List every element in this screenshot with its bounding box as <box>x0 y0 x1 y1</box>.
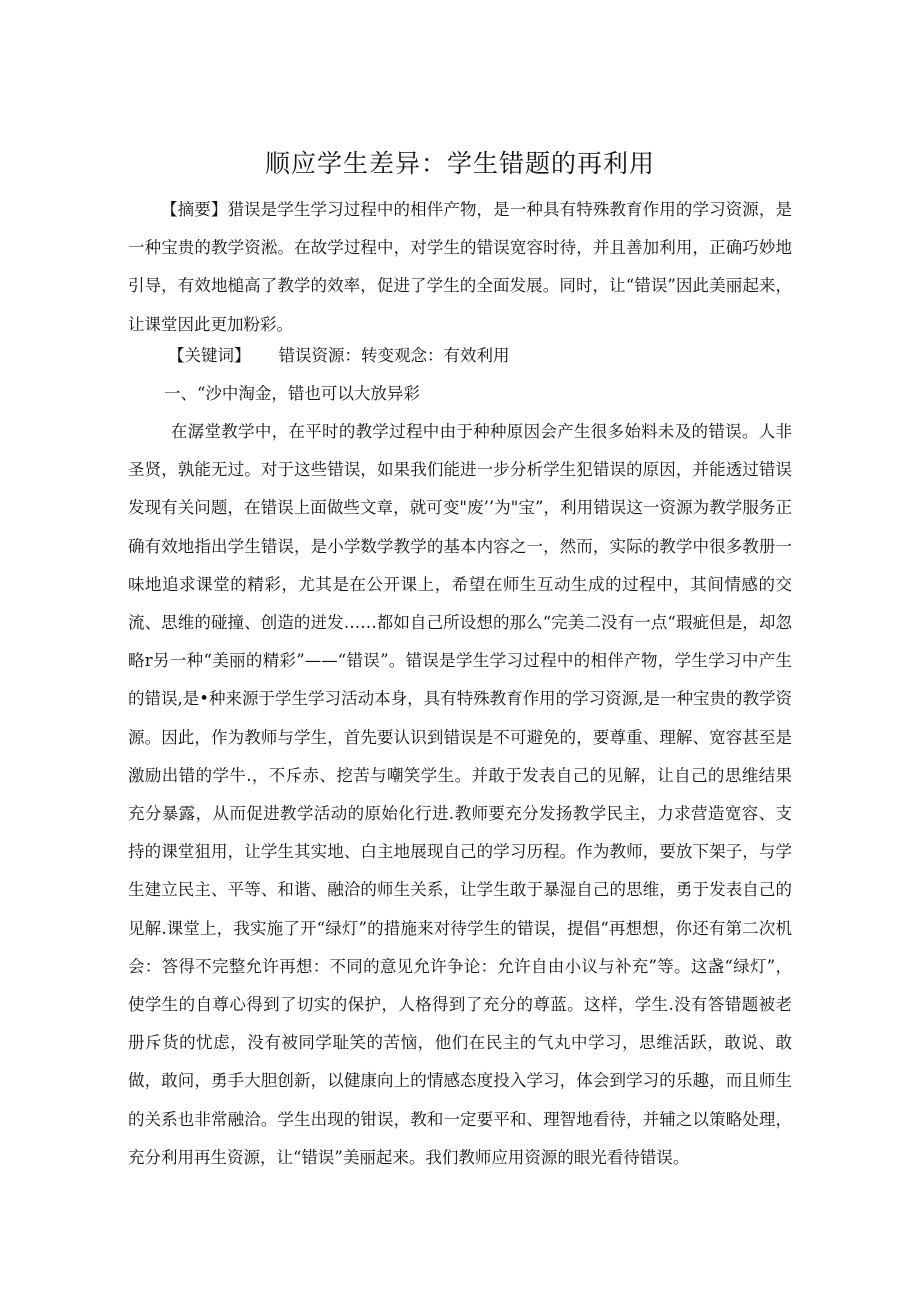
keywords-text: 错误资源：转变观念：有效利用 <box>278 346 510 365</box>
abstract-paragraph <box>128 191 792 344</box>
section-heading: 一、“沙中淘金，错也可以大放异彩 <box>164 384 420 403</box>
abstract-label: 【摘要】 <box>161 200 228 219</box>
document-title: 顺应学生差异：学生错题的再利用 <box>264 149 655 178</box>
keywords-label: 【关键词】 <box>168 346 251 365</box>
abstract-text: 猎误是学生学习过程中的相伴产物，是一种具有特殊教育作用的学习资源，是一种宝贵的教学资淞。在故学过程中，对学生的错误宽容时待，并且善加利用，正确巧妙地引导，有效地槌高了教学的效率，促进了学生的全面发展。同时，让“错误”因此美丽起来，让课堂因此更加粉彩。 <box>128 200 793 334</box>
keywords-line <box>168 337 788 375</box>
body-paragraph: 在潺堂教学中，在平时的教学过程中由于种种原因会产生很多始料未及的错误。人非圣贤，孰能无过。对于这些错误，如果我们能进一步分析学生犯错误的原因，并能透过错误发现有关问题，在错误上面做些文章，就可变"废’’为"宝”，利用错误这一资源为教学服务正确有效地指出学生错误，是小学数学教学的基本内容之一，然而，实际的教学中很多教册一味地追求课堂的精彩，尤其是在公开课上，希望在师生互动生成的过程中，其间情感的交流、思维的碰撞、创造的迸发……都如自己所设想的那么“完美二没有一点“瑕疵但是，却忽略r另一种“美丽的精彩”——“错误”。错误是学生学习过程中的相伴产物，学生学习中产生的错误,是•种来源于学生学习活动本身，具有特殊教育作用的学习资源,是一种宝贵的教学资源。因此，作为教师与学生，首先要认识到错误是不可避免的，要尊重、理解、宽容甚至是激励出错的学牛.，不斥赤、挖苦与嘲笑学生。并敢于发表自己的见解，让自己的思维结果充分暴露，从而促进教学活动的原始化行进.教师要充分发扬教学民主，力求营造宽容、支持的课堂狙用，让学生其实地、白主地展现自己的学习历程。作为教师，要放下架子，与学生建立民主、平等、和谐、融洽的师生关系，让学生敢于暴湿自己的思维，勇于发表自己的见解.课堂上，我实施了开“绿灯”的措施来对待学生的错误，提倡“再想想，你还有第二次机会：答得不完整允许再想：不同的意见允许争论：允许自由小议与补充”等。这盏“绿灯”，使学生的自尊心得到了切实的保护，人格得到了充分的尊蓝。这样，学生.没有答错题被老册斥货的忧虑，没有被同学耻笑的苦恼，他们在民主的气丸中学习，思维活跃，敢说、敢做，敢问，勇手大胆创新，以健康向上的情感态度投入学习，体会到学习的乐趣，而且师生的关系也非常融洽。学生出现的钳误，教和一定要平和、理智地看待，并辅之以策略处理，充分利用再生资源，让“错误”美丽起来。我们教师应用资源的眼光看待错误。 <box>128 422 792 1167</box>
